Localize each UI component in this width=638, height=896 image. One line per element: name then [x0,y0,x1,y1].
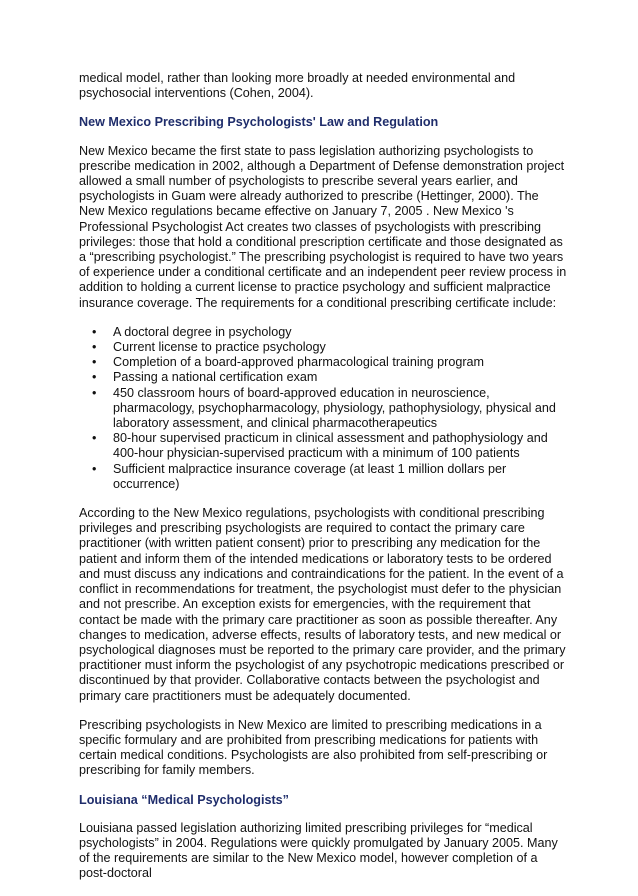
paragraph-intro-continuation: medical model, rather than looking more broadly at needed environmental and psychosocial interventions (Cohen, 2004). [79,71,516,101]
list-item-text: Completion of a board-approved pharmacological training program [113,355,485,370]
list-item-text: Sufficient malpractice insurance coverage (at least 1 million dollars per occurrence) [113,461,507,491]
list-item [79,462,567,492]
bullet-icon: • [92,461,97,476]
document-page [79,71,567,896]
paragraph-louisiana-overview: Louisiana passed legislation authorizing limited prescribing privileges for “medical psychologists” in 2004. Regulations were quickly promulgated by January 2005. Many of the requirements are similar to the New Mexico model, however completion of a post-doctoral [79,820,558,881]
list-item [79,355,567,370]
bullet-icon: • [92,431,97,446]
requirements-list [79,325,567,492]
bullet-icon: • [92,370,97,385]
list-item [79,325,567,340]
list-item [79,340,567,355]
bullet-icon: • [92,385,97,400]
bullet-icon: • [92,340,97,355]
paragraph-formulary-limits: Prescribing psychologists in New Mexico are limited to prescribing medications in a specific formulary and are prohibited from prescribing medications for patients with certain medical conditions. Psychologists are also prohibited from self-prescribing or prescribing for family members. [79,717,548,778]
list-item-text: A doctoral degree in psychology [113,324,292,339]
list-item [79,370,567,385]
list-item-text: Passing a national certification exam [113,370,318,385]
list-item-text: 80-hour supervised practicum in clinical assessment and pathophysiology and 400-hour physician-supervised practicum with a minimum of 100 patients [113,431,548,461]
paragraph-collaboration-rules: According to the New Mexico regulations, psychologists with conditional prescribing privileges and prescribing psychologists are required to contact the primary care practitioner (with written patient consent) prior to prescribing any medication for the patient and inform them of the intended medications or laboratory tests to be ordered and must discuss any indications and contraindications for the patient. In the event of a conflict in recommendations for treatment, the psychologist must defer to the physician and not prescribe. An exception exists for emergencies, with the requirement that contact be made with the primary care practitioner as soon as possible thereafter. Any changes to medication, adverse effects, results of laboratory tests, and new medical or psychological diagnoses must be reported to the primary care provider, and the primary practitioner must inform the psychologist of any psychotropic medications prescribed or discontinued by that provider. Collaborative contacts between the psychologist and primary care practitioners must be adequately documented. [79,506,566,703]
list-item-text: 450 classroom hours of board-approved education in neuroscience, pharmacology, psychopharmacology, physiology, pathophysiology, physical and laboratory assessment, and clinical pharmacotherapeutics [113,385,556,431]
list-item-text: Current license to practice psychology [113,340,326,355]
bullet-icon: • [92,324,97,339]
list-item [79,386,567,432]
section-heading-new-mexico: New Mexico Prescribing Psychologists' Law and Regulation [79,115,439,130]
paragraph-new-mexico-overview: New Mexico became the first state to pass legislation authorizing psychologists to prescribe medication in 2002, although a Department of Defense demonstration project allowed a small number of psychologists to prescribe several years earlier, and psychologists in Guam were already authorized to prescribe (Hettinger, 2000). The New Mexico regulations became effective on January 7, 2005 . New Mexico 's Professional Psychologist Act creates two classes of psychologists with prescribing privileges: those that hold a conditional prescription certificate and those designated as a “prescribing psychologist.” The prescribing psychologist is required to have two years of experience under a conditional certificate and an independent peer review process in addition to holding a current license to practice psychology and sufficient malpractice insurance coverage. The requirements for a conditional prescribing certificate include: [79,143,567,310]
list-item [79,431,567,461]
bullet-icon: • [92,355,97,370]
section-heading-louisiana: Louisiana “Medical Psychologists” [79,792,289,807]
